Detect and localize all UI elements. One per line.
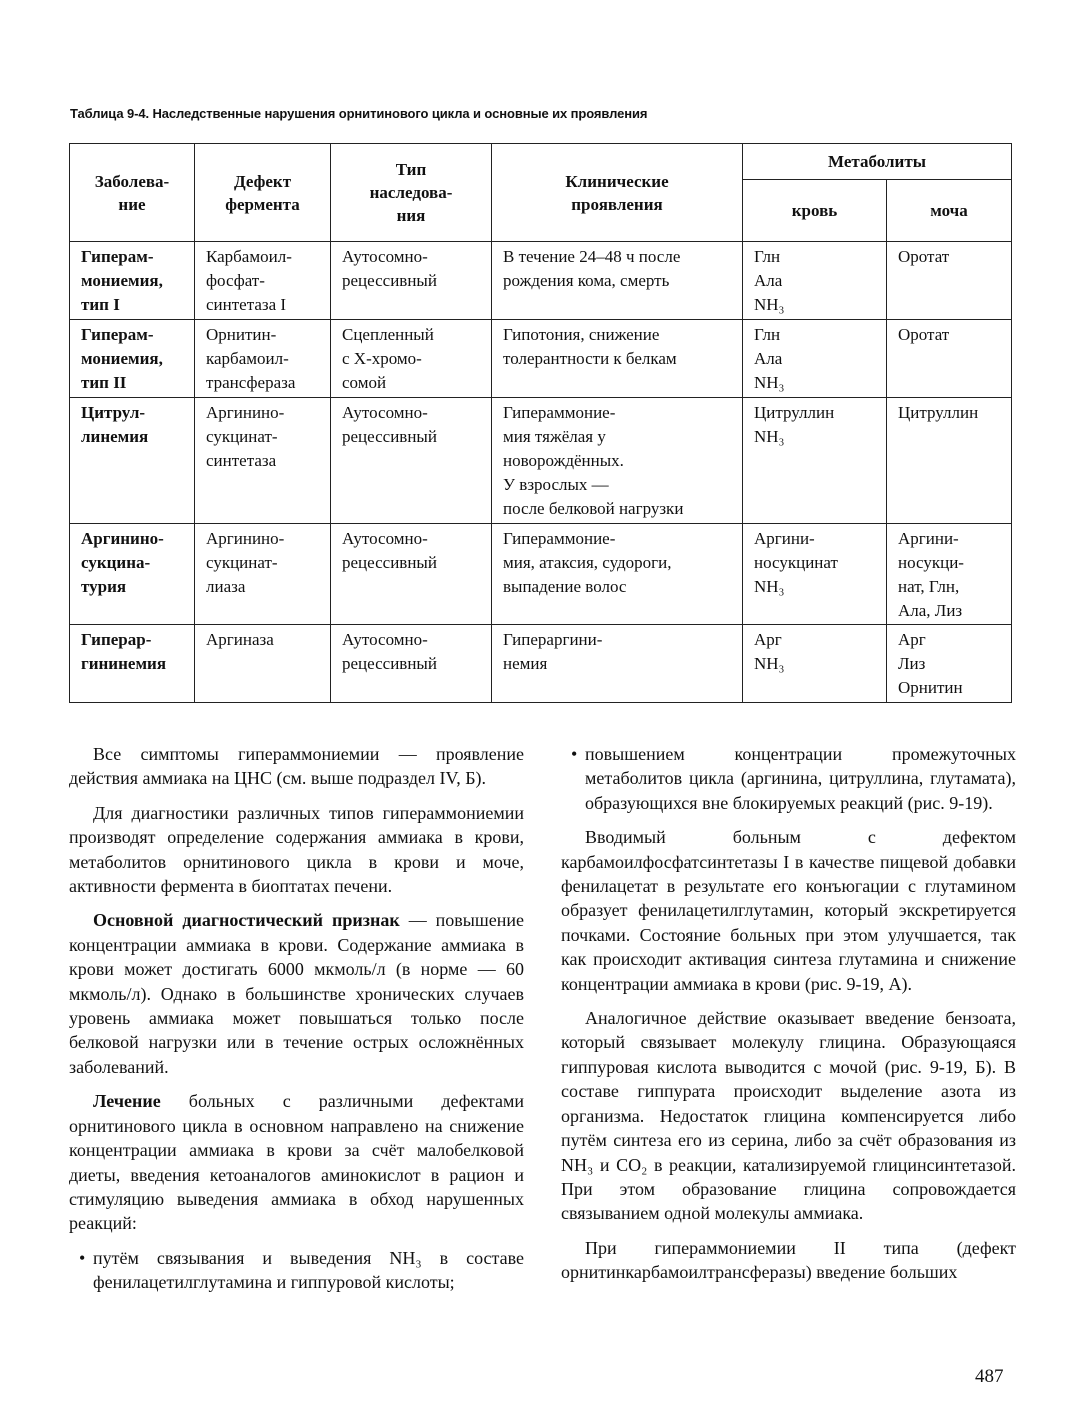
paragraph: При гипераммониемии II типа (дефект орнитинкарбамоилтрансферазы) введение больших: [561, 1237, 1016, 1283]
table-row: [70, 398, 1012, 524]
cell-enzyme: Орнитин- карбамоил- трансфераза: [195, 320, 331, 398]
header-urine: моча: [887, 180, 1012, 242]
cell-inheritance: Аутосомно- рецессивный: [331, 242, 492, 320]
table-row: [70, 242, 1012, 320]
cell-enzyme: Карбамоил- фосфат- синтетаза I: [195, 242, 331, 320]
cell-disease: Гиперар- гининемия: [70, 625, 195, 703]
cell-disease: Гиперам- мониемия, тип I: [70, 242, 195, 320]
paragraph: Для диагностики различных типов гипераммониемии производят определение содержания аммиака в крови, метаболитов орнитинового цикла в крови и моче, активности фермента в биоптатах печени.: [69, 802, 524, 897]
cell-clinical: В течение 24–48 ч после рождения кома, смерть: [492, 242, 743, 320]
term-diagnostic: Основной диагностический признак: [93, 910, 400, 931]
header-metabolites: Метаболиты: [743, 144, 1012, 180]
table-row: [70, 625, 1012, 703]
header-disease: Заболева- ние: [70, 144, 195, 242]
ornithine-cycle-disorders-table: [69, 143, 1012, 703]
table-row: [70, 524, 1012, 625]
cell-urine: Оротат: [887, 242, 1012, 320]
cell-inheritance: Аутосомно- рецессивный: [331, 524, 492, 625]
list-item: • путём связывания и выведения NH₃ в составе фенилацетилглутамина и гиппуровой кислоты;: [69, 1246, 524, 1295]
cell-enzyme: Аргиназа: [195, 625, 331, 703]
cell-clinical: Гипераммоние- мия, атаксия, судороги, выпадение волос: [492, 524, 743, 625]
cell-clinical: Гипераммоние- мия тяжёлая у новорождённых. У взрослых — после белковой нагрузки: [492, 398, 743, 524]
header-enzyme: Дефект фермента: [195, 144, 331, 242]
table-caption: Таблица 9-4. Наследственные нарушения орнитинового цикла и основные их проявления: [70, 106, 648, 121]
treatment-list-continued: [561, 742, 1016, 815]
cell-enzyme: Аргинино- сукцинат- синтетаза: [195, 398, 331, 524]
cell-urine: Арг Лиз Орнитин: [887, 625, 1012, 703]
cell-blood: Глн Ала NH₃: [743, 320, 887, 398]
cell-enzyme: Аргинино- сукцинат- лиаза: [195, 524, 331, 625]
cell-inheritance: Сцепленный с Х-хромо- сомой: [331, 320, 492, 398]
cell-urine: Аргини- носукци- нат, Глн, Ала, Лиз: [887, 524, 1012, 625]
cell-blood: Глн Ала NH₃: [743, 242, 887, 320]
cell-urine: Цитруллин: [887, 398, 1012, 524]
cell-inheritance: Аутосомно- рецессивный: [331, 398, 492, 524]
page-number: 487: [975, 1366, 1004, 1387]
cell-clinical: Гипотония, снижение толерантности к белкам: [492, 320, 743, 398]
paragraph: Аналогичное действие оказывает введение бензоата, который связывает молекулу глицина. Образующаяся гиппуровая кислота выводится с мочой (рис. 9-19, Б). В составе гиппурата происходит выделение азота из организма. Недостаток глицина компенсируется либо путём синтеза его из серина, либо за счёт образования из NH₃ и CO₂ в реакции, катализируемой глицинсинтетазой. При этом образование глицина сопровождается связыванием одной молекулы аммиака.: [561, 1008, 1016, 1224]
text-column-left: [69, 742, 524, 1305]
paragraph: Вводимый больным с дефектом карбамоилфосфатсинтетазы I в качестве пищевой добавки фенилацетат в результате его конъюгации с глутамином образует фенилацетилглутамин, который экскретируется почками. Состояние больных при этом улучшается, так как происходит активация синтеза глутамина и снижение концентрации аммиака в крови (рис. 9-19, А).: [561, 827, 1016, 994]
cell-clinical: Гипераргини- немия: [492, 625, 743, 703]
paragraph: Лечение больных с различными дефектами орнитинового цикла в основном направлено на снижение концентрации аммиака в крови за счёт малобелковой диеты, введения кетоаналогов аминокислот в рацион и стимуляцию выведения аммиака в обход нарушенных реакций:: [69, 1091, 524, 1234]
cell-disease: Аргинино- сукцина- турия: [70, 524, 195, 625]
header-blood: кровь: [743, 180, 887, 242]
paragraph: Основной диагностический признак — повышение концентрации аммиака в крови. Содержание аммиака в крови может достигать 6000 мкмоль/л (в норме — 60 мкмоль/л). Однако в большинстве хронических случаев уровень аммиака может повышаться только после белковой нагрузки или в течение острых осложнённых заболеваний.: [69, 910, 524, 1077]
treatment-list: [69, 1246, 524, 1295]
cell-urine: Оротат: [887, 320, 1012, 398]
term-treatment: Лечение: [93, 1091, 161, 1112]
text-column-right: [561, 742, 1016, 1295]
header-inheritance: Тип наследова- ния: [331, 144, 492, 242]
list-item: • повышением концентрации промежуточных метаболитов цикла (аргинина, цитруллина, глутамата), образующихся вне блокируемых реакций (рис. 9-19).: [561, 742, 1016, 815]
table-body: [70, 242, 1012, 703]
header-clinical: Клинические проявления: [492, 144, 743, 242]
cell-disease: Цитрул- линемия: [70, 398, 195, 524]
cell-blood: Аргини- носукцинат NH₃: [743, 524, 887, 625]
cell-blood: Цитруллин NH₃: [743, 398, 887, 524]
table-row: [70, 320, 1012, 398]
cell-inheritance: Аутосомно- рецессивный: [331, 625, 492, 703]
cell-disease: Гиперам- мониемия, тип II: [70, 320, 195, 398]
paragraph: Все симптомы гипераммониемии — проявление действия аммиака на ЦНС (см. выше подраздел IV, Б).: [69, 744, 524, 789]
cell-blood: Арг NH₃: [743, 625, 887, 703]
